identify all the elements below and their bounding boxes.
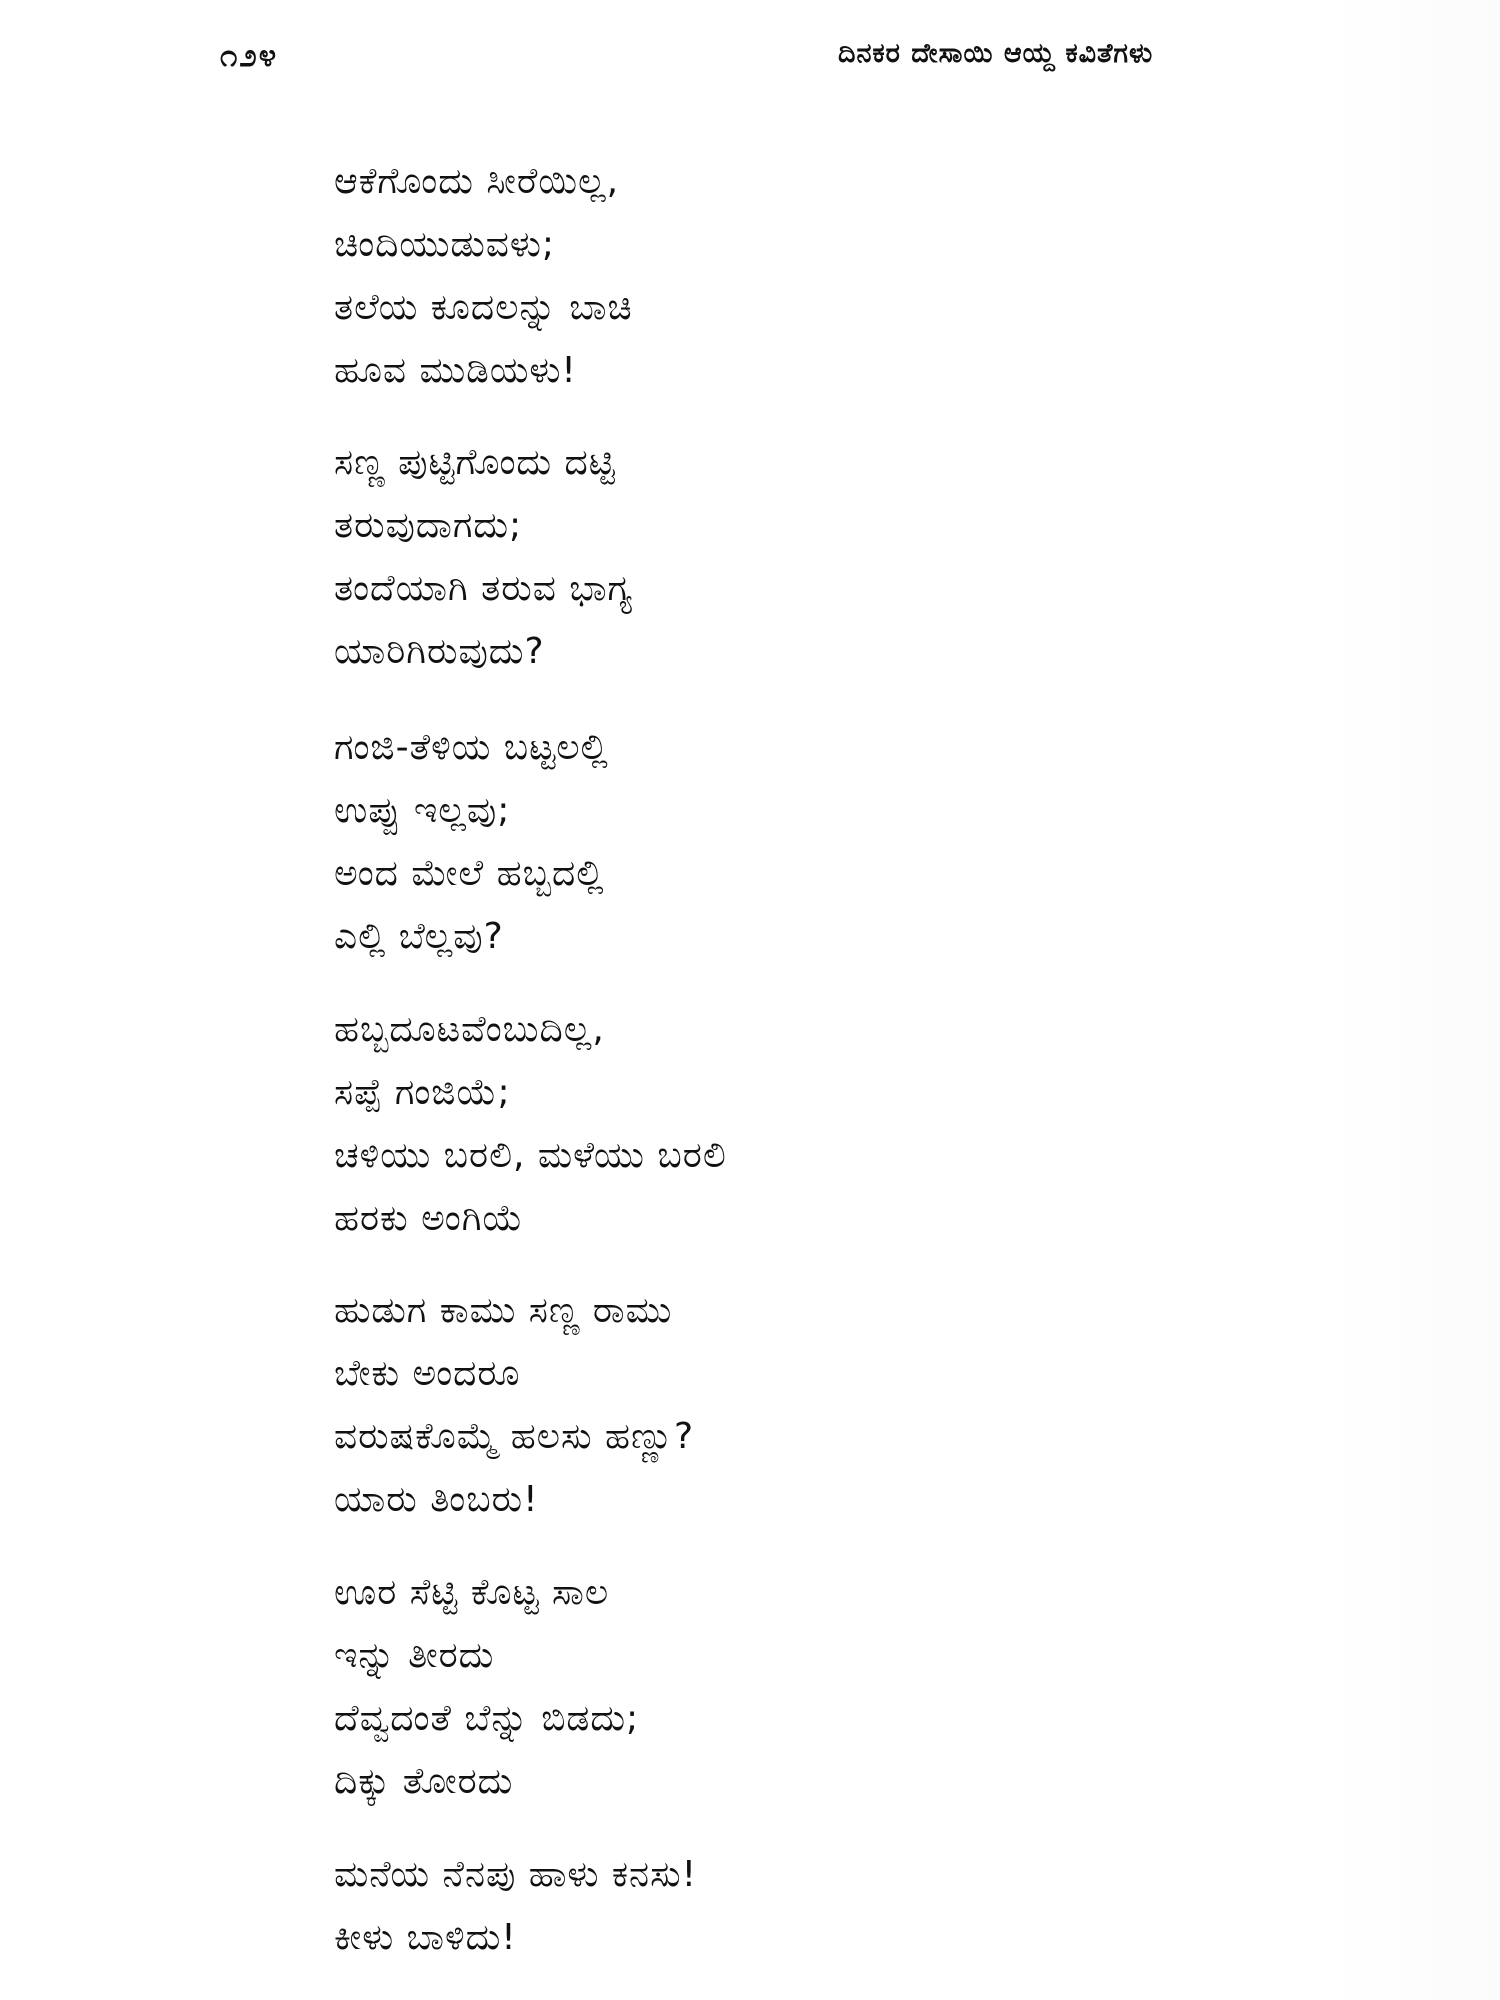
poem-line: ಅಂದ ಮೇಲೆ ಹಬ್ಬದಲ್ಲಿ [334,853,605,894]
poem-line: ದೆವ್ವದಂತೆ ಬೆನ್ನು ಬಿಡದು; [334,1698,640,1739]
poem-line: ತಂದೆಯಾಗಿ ತರುವ ಭಾಗ್ಯ [334,568,633,609]
poem-line: ಕೀಳು ಬಾಳಿದು! [334,1917,517,1958]
poem-line: ಸಣ್ಣ ಪುಟ್ಟಿಗೊಂದು ದಟ್ಟಿ [334,442,616,483]
poem-line: ತರುವುದಾಗದು; [334,505,523,546]
poem-line: ಹರಕು ಅಂಗಿಯೆ [334,1198,524,1239]
stanza-4 [334,998,1134,1250]
stanza-2 [334,431,1134,683]
poem-line: ಚಳಿಯು ಬರಲಿ, ಮಳೆಯು ಬರಲಿ [334,1135,727,1176]
poem-body [334,150,1134,1969]
poem-line: ಯಾರು ತಿಂಬರು! [334,1479,539,1520]
poem-line: ತಲೆಯ ಕೂದಲನ್ನು ಬಾಚಿ [334,287,633,328]
poem-line: ಗಂಜಿ-ತೆಳಿಯ ಬಟ್ಟಲಲ್ಲಿ [334,727,609,768]
poem-line: ಇನ್ನು ತೀರದು [334,1635,495,1676]
stanza-6 [334,1561,1134,1813]
page-number: ೧೨೪ [220,38,279,74]
page-header [0,38,1500,88]
poem-line: ಬೇಕು ಅಂದರೂ [334,1353,521,1394]
poem-line: ಉಪ್ಪು ಇಲ್ಲವು; [334,790,511,831]
poem-line: ಊರ ಸೆಟ್ಟಿ ಕೊಟ್ಟ ಸಾಲ [334,1572,610,1613]
running-head-title: ದಿನಕರ ದೇಸಾಯಿ ಆಯ್ದ ಕವಿತೆಗಳು [838,38,1154,69]
stanza-5 [334,1279,1134,1531]
page-edge-shading [1330,0,1500,2000]
poem-line: ಯಾರಿಗಿರುವುದು? [334,631,545,672]
poem-line: ಹೂವ ಮುಡಿಯಳು! [334,350,577,391]
poem-line: ವರುಷಕೊಮ್ಮೆ ಹಲಸು ಹಣ್ಣು? [334,1416,695,1457]
stanza-3 [334,716,1134,968]
poem-line: ಚಿಂದಿಯುಡುವಳು; [334,224,556,265]
poem-line: ಎಲ್ಲಿ ಬೆಲ್ಲವು? [334,916,504,957]
stanza-7 [334,1843,1134,1969]
poem-line: ಆಕೆಗೊಂದು ಸೀರೆಯಿಲ್ಲ, [334,161,620,202]
poem-line: ಸಪ್ಪೆ ಗಂಜಿಯೆ; [334,1072,511,1113]
stanza-1 [334,150,1134,402]
poem-line: ಹಬ್ಬದೂಟವೆಂಬುದಿಲ್ಲ, [334,1009,605,1050]
poem-line: ಹುಡುಗ ಕಾಮು ಸಣ್ಣ ರಾಮು [334,1290,673,1331]
poem-line: ದಿಕ್ಕು ತೋರದು [334,1761,514,1802]
poem-line: ಮನೆಯ ನೆನಪು ಹಾಳು ಕನಸು! [334,1854,698,1895]
